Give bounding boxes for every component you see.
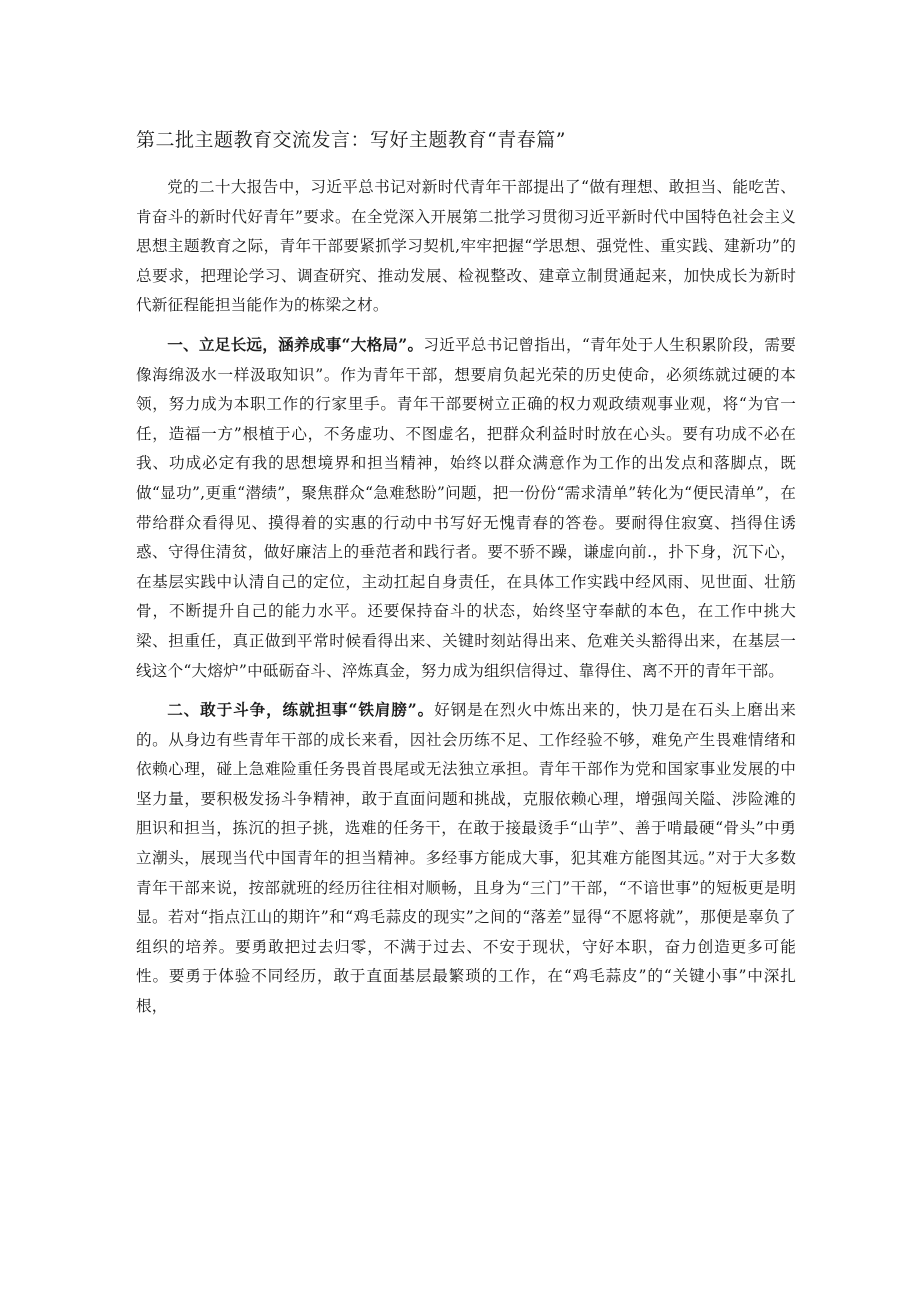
document-title: 第二批主题教育交流发言：写好主题教育“青春篇” [136,129,566,151]
intro-paragraph: 党的二十大报告中，习近平总书记对新时代青年干部提出了“做有理想、敢担当、能吃苦、肯奋斗的新时代好青年”要求。在全党深入开展第二批学习贯彻习近平新时代中国特色社会主义思想主题教育之际，青年干部要紧抓学习契机,牢牢把握“学思想、强党性、重实践、建新功”的总要求，把理论学习、调查研究、推动发展、检视整改、建章立制贯通起来，加快成长为新时代新征程能担当能作为的栋梁之材。 [136,178,796,315]
section-2-body: 好钢是在烈火中炼出来的，快刀是在石头上磨出来的。从身边有些青年干部的成长来看，因社会历练不足、工作经验不够，难免产生畏难情绪和依赖心理，碰上急难险重任务畏首畏尾或无法独立承担。青年干部作为党和国家事业发展的中坚力量，要积极发扬斗争精神，敢于直面问题和挑战，克服依赖心理，增强闯关隘、涉险滩的胆识和担当，拣沉的担子挑，选难的任务干，在敢于接最烫手“山芋”、善于啃最硬“骨头”中勇立潮头，展现当代中国青年的担当精神。多经事方能成大事，犯其难方能图其远。”对于大多数青年干部来说，按部就班的经历往往相对顺畅，且身为“三门”干部，“不谙世事”的短板更是明显。若对“指点江山的期许”和“鸡毛蒜皮的现实”之间的“落差”显得“不愿将就”，那便是辜负了组织的培养。要勇敢把过去归零，不满于过去、不安于现状，守好本职，奋力创造更多可能性。要勇于体验不同经历，敢于直面基层最繁琐的工作，在“鸡毛蒜皮”的“关键小事”中深扎根， [136,701,796,1016]
section-2-heading: 二、敢于斗争，练就担事“铁肩膀”。 [167,700,435,720]
section-1-body: 习近平总书记曾指出，“青年处于人生积累阶段，需要像海绵汲水一样汲取知识”。作为青年干部，想要肩负起光荣的历史使命，必须练就过硬的本领，努力成为本职工作的行家里手。青年干部要树立正确的权力观政绩观事业观，将“为官一任，造福一方”根植于心，不务虚功、不图虚名，把群众利益时时放在心头。要有功成不必在我、功成必定有我的思想境界和担当精神，始终以群众满意作为工作的出发点和落脚点，既做“显功”,更重“潜绩”，聚焦群众“急难愁盼”问题，把一份份“需求清单”转化为“便民清单”，在带给群众看得见、摸得着的实惠的行动中书写好无愧青春的答卷。要耐得住寂寞、挡得住诱惑、守得住清贫，做好廉洁上的垂范者和践行者。要不骄不躁，谦虚向前.，扑下身，沉下心，在基层实践中认清自己的定位，主动扛起自身责任，在具体工作实践中经风雨、见世面、壮筋骨，不断提升自己的能力水平。还要保持奋斗的状态，始终坚守奉献的本色，在工作中挑大梁、担重任，真正做到平常时候看得出来、关键时刻站得出来、危难关头豁得出来，在基层一线这个“大熔炉”中砥砺奋斗、淬炼真金，努力成为组织信得过、靠得住、离不开的青年干部。 [136,335,796,680]
section-1-heading: 一、立足长远，涵养成事“大格局”。 [167,334,424,354]
section-1-paragraph [136,330,796,686]
section-2-paragraph [136,695,796,1022]
document-page [136,124,796,1031]
